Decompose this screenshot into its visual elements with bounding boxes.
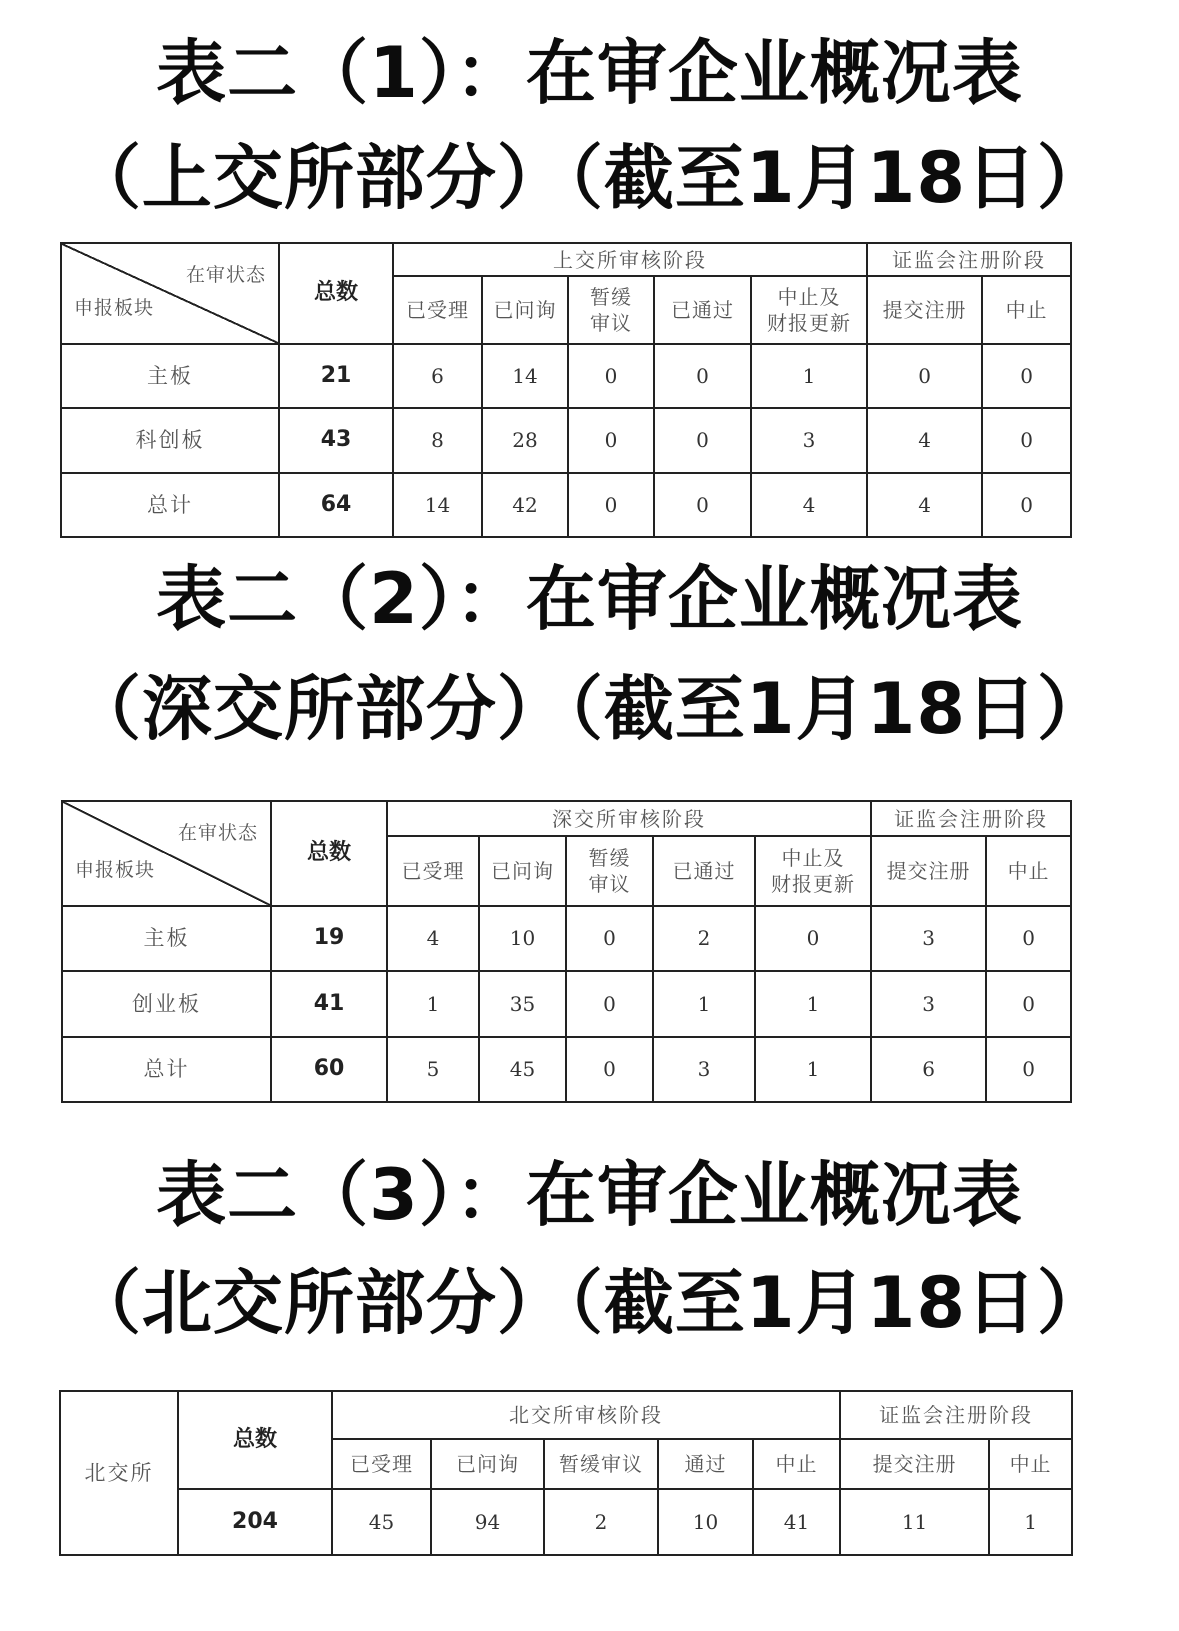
table1-total-header: 总数 xyxy=(279,243,393,344)
count-cell: 6 xyxy=(393,344,482,408)
count-cell: 45 xyxy=(479,1037,566,1102)
count-cell: 35 xyxy=(479,971,566,1036)
count-cell: 1 xyxy=(653,971,755,1036)
table3-csrc-header: 中止 xyxy=(989,1439,1072,1489)
table3-bse xyxy=(59,1390,1073,1556)
table2-title-line1: 表二（2）：在审企业概况表 xyxy=(156,558,1023,640)
table3-title-line1: 表二（3）：在审企业概况表 xyxy=(156,1154,1023,1236)
table3-stage-header: 已问询 xyxy=(431,1439,544,1489)
board-label: 主板 xyxy=(62,906,271,971)
table2-exchange-stage-header: 深交所审核阶段 xyxy=(387,801,871,836)
count-cell: 45 xyxy=(332,1489,431,1555)
table1-stage-header: 已受理 xyxy=(393,276,482,343)
count-cell: 6 xyxy=(871,1037,986,1102)
table2-title-line2: （深交所部分）（截至1月18日） xyxy=(70,668,1109,750)
table2-stage-header: 已受理 xyxy=(387,836,479,905)
count-cell: 5 xyxy=(387,1037,479,1102)
table-row xyxy=(61,344,1071,408)
table2-total-header: 总数 xyxy=(271,801,387,906)
table3-stage-header: 已受理 xyxy=(332,1439,431,1489)
count-cell: 4 xyxy=(867,408,982,472)
table1-corner-board-label: 申报板块 xyxy=(74,296,155,319)
table2-szse xyxy=(61,800,1072,1103)
board-label: 主板 xyxy=(61,344,279,408)
table3-stage-header: 中止 xyxy=(753,1439,840,1489)
count-cell: 0 xyxy=(568,408,654,472)
table1-csrc-stage-header: 证监会注册阶段 xyxy=(867,243,1071,276)
count-cell: 0 xyxy=(566,906,653,971)
count-cell: 11 xyxy=(840,1489,989,1555)
table2-stage-header: 暂缓 审议 xyxy=(566,836,653,905)
board-label: 创业板 xyxy=(62,971,271,1036)
count-cell: 4 xyxy=(867,473,982,537)
total-value: 21 xyxy=(279,344,393,408)
table-row xyxy=(62,1037,1071,1102)
count-cell: 0 xyxy=(982,344,1071,408)
count-cell: 4 xyxy=(751,473,867,537)
total-value: 41 xyxy=(271,971,387,1036)
count-cell: 14 xyxy=(393,473,482,537)
table2-corner-board-label: 申报板块 xyxy=(75,858,156,881)
table-row xyxy=(62,971,1071,1036)
table2-stage-header: 已通过 xyxy=(653,836,755,905)
table3-csrc-stage-header: 证监会注册阶段 xyxy=(840,1391,1072,1439)
total-value: 64 xyxy=(279,473,393,537)
count-cell: 1 xyxy=(755,1037,871,1102)
table2-csrc-header: 中止 xyxy=(986,836,1071,905)
count-cell: 0 xyxy=(982,473,1071,537)
table3-title-line2: （北交所部分）（截至1月18日） xyxy=(70,1262,1109,1344)
table1-corner-cell xyxy=(61,243,279,344)
table-row xyxy=(61,473,1071,537)
table1-csrc-header: 提交注册 xyxy=(867,276,982,343)
table3-total-value: 204 xyxy=(178,1489,332,1555)
count-cell: 0 xyxy=(654,344,751,408)
table2-csrc-header: 提交注册 xyxy=(871,836,986,905)
count-cell: 0 xyxy=(986,906,1071,971)
table-row xyxy=(61,408,1071,472)
count-cell: 3 xyxy=(871,971,986,1036)
count-cell: 10 xyxy=(479,906,566,971)
count-cell: 0 xyxy=(568,473,654,537)
table1-title-line2: （上交所部分）（截至1月18日） xyxy=(70,137,1109,219)
count-cell: 2 xyxy=(653,906,755,971)
table1-title-line1: 表二（1）：在审企业概况表 xyxy=(156,32,1023,114)
count-cell: 8 xyxy=(393,408,482,472)
count-cell: 1 xyxy=(755,971,871,1036)
count-cell: 10 xyxy=(658,1489,753,1555)
count-cell: 14 xyxy=(482,344,568,408)
count-cell: 0 xyxy=(566,971,653,1036)
count-cell: 0 xyxy=(982,408,1071,472)
total-value: 19 xyxy=(271,906,387,971)
count-cell: 0 xyxy=(986,1037,1071,1102)
count-cell: 0 xyxy=(566,1037,653,1102)
table2-stage-header: 中止及 财报更新 xyxy=(755,836,871,905)
table3-row-label: 北交所 xyxy=(60,1391,178,1555)
table3-csrc-header: 提交注册 xyxy=(840,1439,989,1489)
table1-stage-header: 暂缓 审议 xyxy=(568,276,654,343)
table1-stage-header: 已通过 xyxy=(654,276,751,343)
count-cell: 2 xyxy=(544,1489,658,1555)
table3-exchange-stage-header: 北交所审核阶段 xyxy=(332,1391,840,1439)
table2-csrc-stage-header: 证监会注册阶段 xyxy=(871,801,1071,836)
count-cell: 1 xyxy=(751,344,867,408)
count-cell: 0 xyxy=(568,344,654,408)
count-cell: 3 xyxy=(871,906,986,971)
count-cell: 0 xyxy=(654,473,751,537)
table1-stage-header: 已问询 xyxy=(482,276,568,343)
count-cell: 0 xyxy=(986,971,1071,1036)
count-cell: 0 xyxy=(755,906,871,971)
table1-stage-header: 中止及 财报更新 xyxy=(751,276,867,343)
count-cell: 3 xyxy=(653,1037,755,1102)
table1-corner-status-label: 在审状态 xyxy=(185,264,266,286)
count-cell: 41 xyxy=(753,1489,840,1555)
count-cell: 4 xyxy=(387,906,479,971)
table1-csrc-header: 中止 xyxy=(982,276,1071,343)
table-row xyxy=(62,906,1071,971)
table3-stage-header: 通过 xyxy=(658,1439,753,1489)
count-cell: 1 xyxy=(989,1489,1072,1555)
count-cell: 1 xyxy=(387,971,479,1036)
table1-exchange-stage-header: 上交所审核阶段 xyxy=(393,243,867,276)
count-cell: 42 xyxy=(482,473,568,537)
board-label: 总计 xyxy=(62,1037,271,1102)
table3-total-header: 总数 xyxy=(178,1391,332,1489)
count-cell: 94 xyxy=(431,1489,544,1555)
count-cell: 3 xyxy=(751,408,867,472)
board-label: 总计 xyxy=(61,473,279,537)
count-cell: 28 xyxy=(482,408,568,472)
table2-stage-header: 已问询 xyxy=(479,836,566,905)
table1-sse xyxy=(60,242,1072,538)
table3-stage-header: 暂缓审议 xyxy=(544,1439,658,1489)
count-cell: 0 xyxy=(654,408,751,472)
total-value: 43 xyxy=(279,408,393,472)
board-label: 科创板 xyxy=(61,408,279,472)
table2-corner-status-label: 在审状态 xyxy=(177,822,258,844)
count-cell: 0 xyxy=(867,344,982,408)
table2-corner-cell xyxy=(62,801,271,906)
total-value: 60 xyxy=(271,1037,387,1102)
